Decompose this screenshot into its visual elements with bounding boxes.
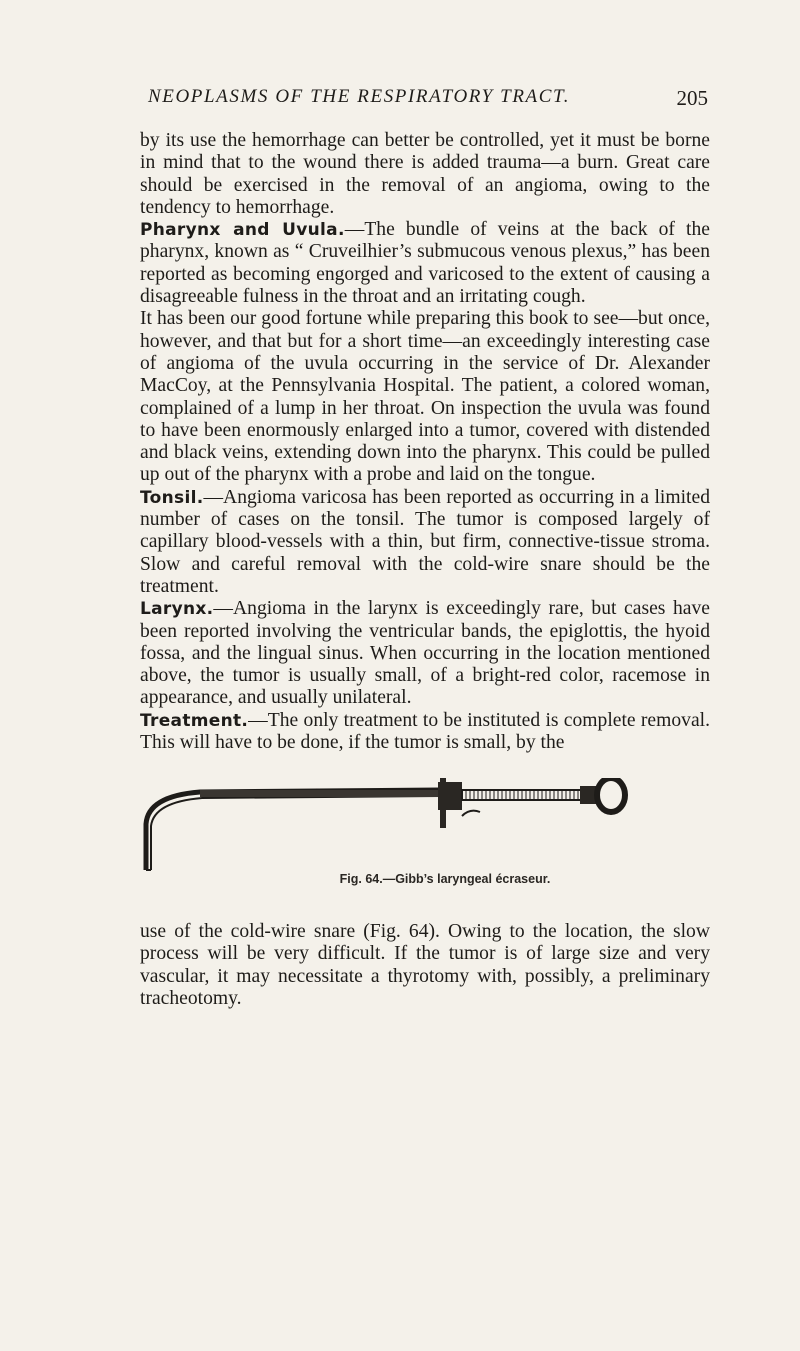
running-header [140, 86, 708, 116]
figure-64 [140, 778, 710, 893]
running-title: NEOPLASMS OF THE RESPIRATORY TRACT. [148, 86, 571, 107]
section-heading-pharynx: Pharynx and Uvula. [140, 220, 345, 241]
paragraph-tonsil-text: —Angioma varicosa has been reported as occurring in a limited number of cases on the tonsil. The tumor is composed largely of capillary blood-vessels with a thin, but firm, connective-tissue stroma. Slow and careful removal with the cold-wire snare should be the treatment. [140, 486, 710, 597]
paragraph-treatment-text: —The only treatment to be instituted is complete removal. This will have to be done, if the tumor is small, by the [140, 709, 710, 754]
page-number: 205 [676, 86, 708, 110]
paragraph-tonsil [140, 487, 710, 598]
body-text-continued [140, 921, 710, 1010]
paragraph-larynx [140, 598, 710, 709]
section-heading-treatment: Treatment. [140, 710, 249, 731]
section-heading-tonsil: Tonsil. [140, 487, 204, 508]
paragraph-intro: by its use the hemorrhage can better be controlled, yet it must be borne in mind that to the wound there is added trauma—a burn. Great care should be exercised in the removal of an angioma, owing to the tendency to hemorrhage. [140, 130, 710, 218]
paragraph-larynx-text: —Angioma in the larynx is exceedingly rare, but cases have been reported involving the ventricular bands, the epiglottis, the hyoid fossa, and the lingual sinus. When occurring in the location mentioned above, the tumor is usually small, of a bright-red color, racemose in appearance, and usually unilateral. [140, 598, 710, 709]
body-text [140, 130, 710, 754]
paragraph-pharynx [140, 219, 710, 308]
paragraph-uvula-case: It has been our good fortune while preparing this book to see—but once, however, and that but for a short time—an exceedingly interesting case of angioma of the uvula occurring in the service of Dr. Alexander MacCoy, at the Pennsylvania Hospital. The patient, a colored woman, complained of a lump in her throat. On inspection the uvula was found to have been enormously enlarged into a tumor, covered with distended and black veins, extending down into the pharynx. This could be pulled up out of the pharynx with a probe and laid on the tongue. [140, 308, 710, 486]
paragraph-continuation: use of the cold-wire snare (Fig. 64). Owing to the location, the slow process will be very difficult. If the tumor is of large size and very vascular, it may necessitate a thyrotomy with, possibly, a preliminary tracheotomy. [140, 921, 710, 1009]
paragraph-treatment [140, 710, 710, 755]
laryngeal-ecraseur-illustration [140, 778, 710, 873]
figure-caption: Fig. 64.—Gibb’s laryngeal écraseur. [339, 872, 551, 886]
paragraph-pharynx-text: —The bundle of veins at the back of the pharynx, known as “ Cruveilhier’s submucous venous plexus,” has been reported as becoming engorged and varicosed to the extent of causing a disagreeable fulness in the throat and an irritating cough. [140, 219, 710, 308]
section-heading-larynx: Larynx. [140, 599, 214, 620]
